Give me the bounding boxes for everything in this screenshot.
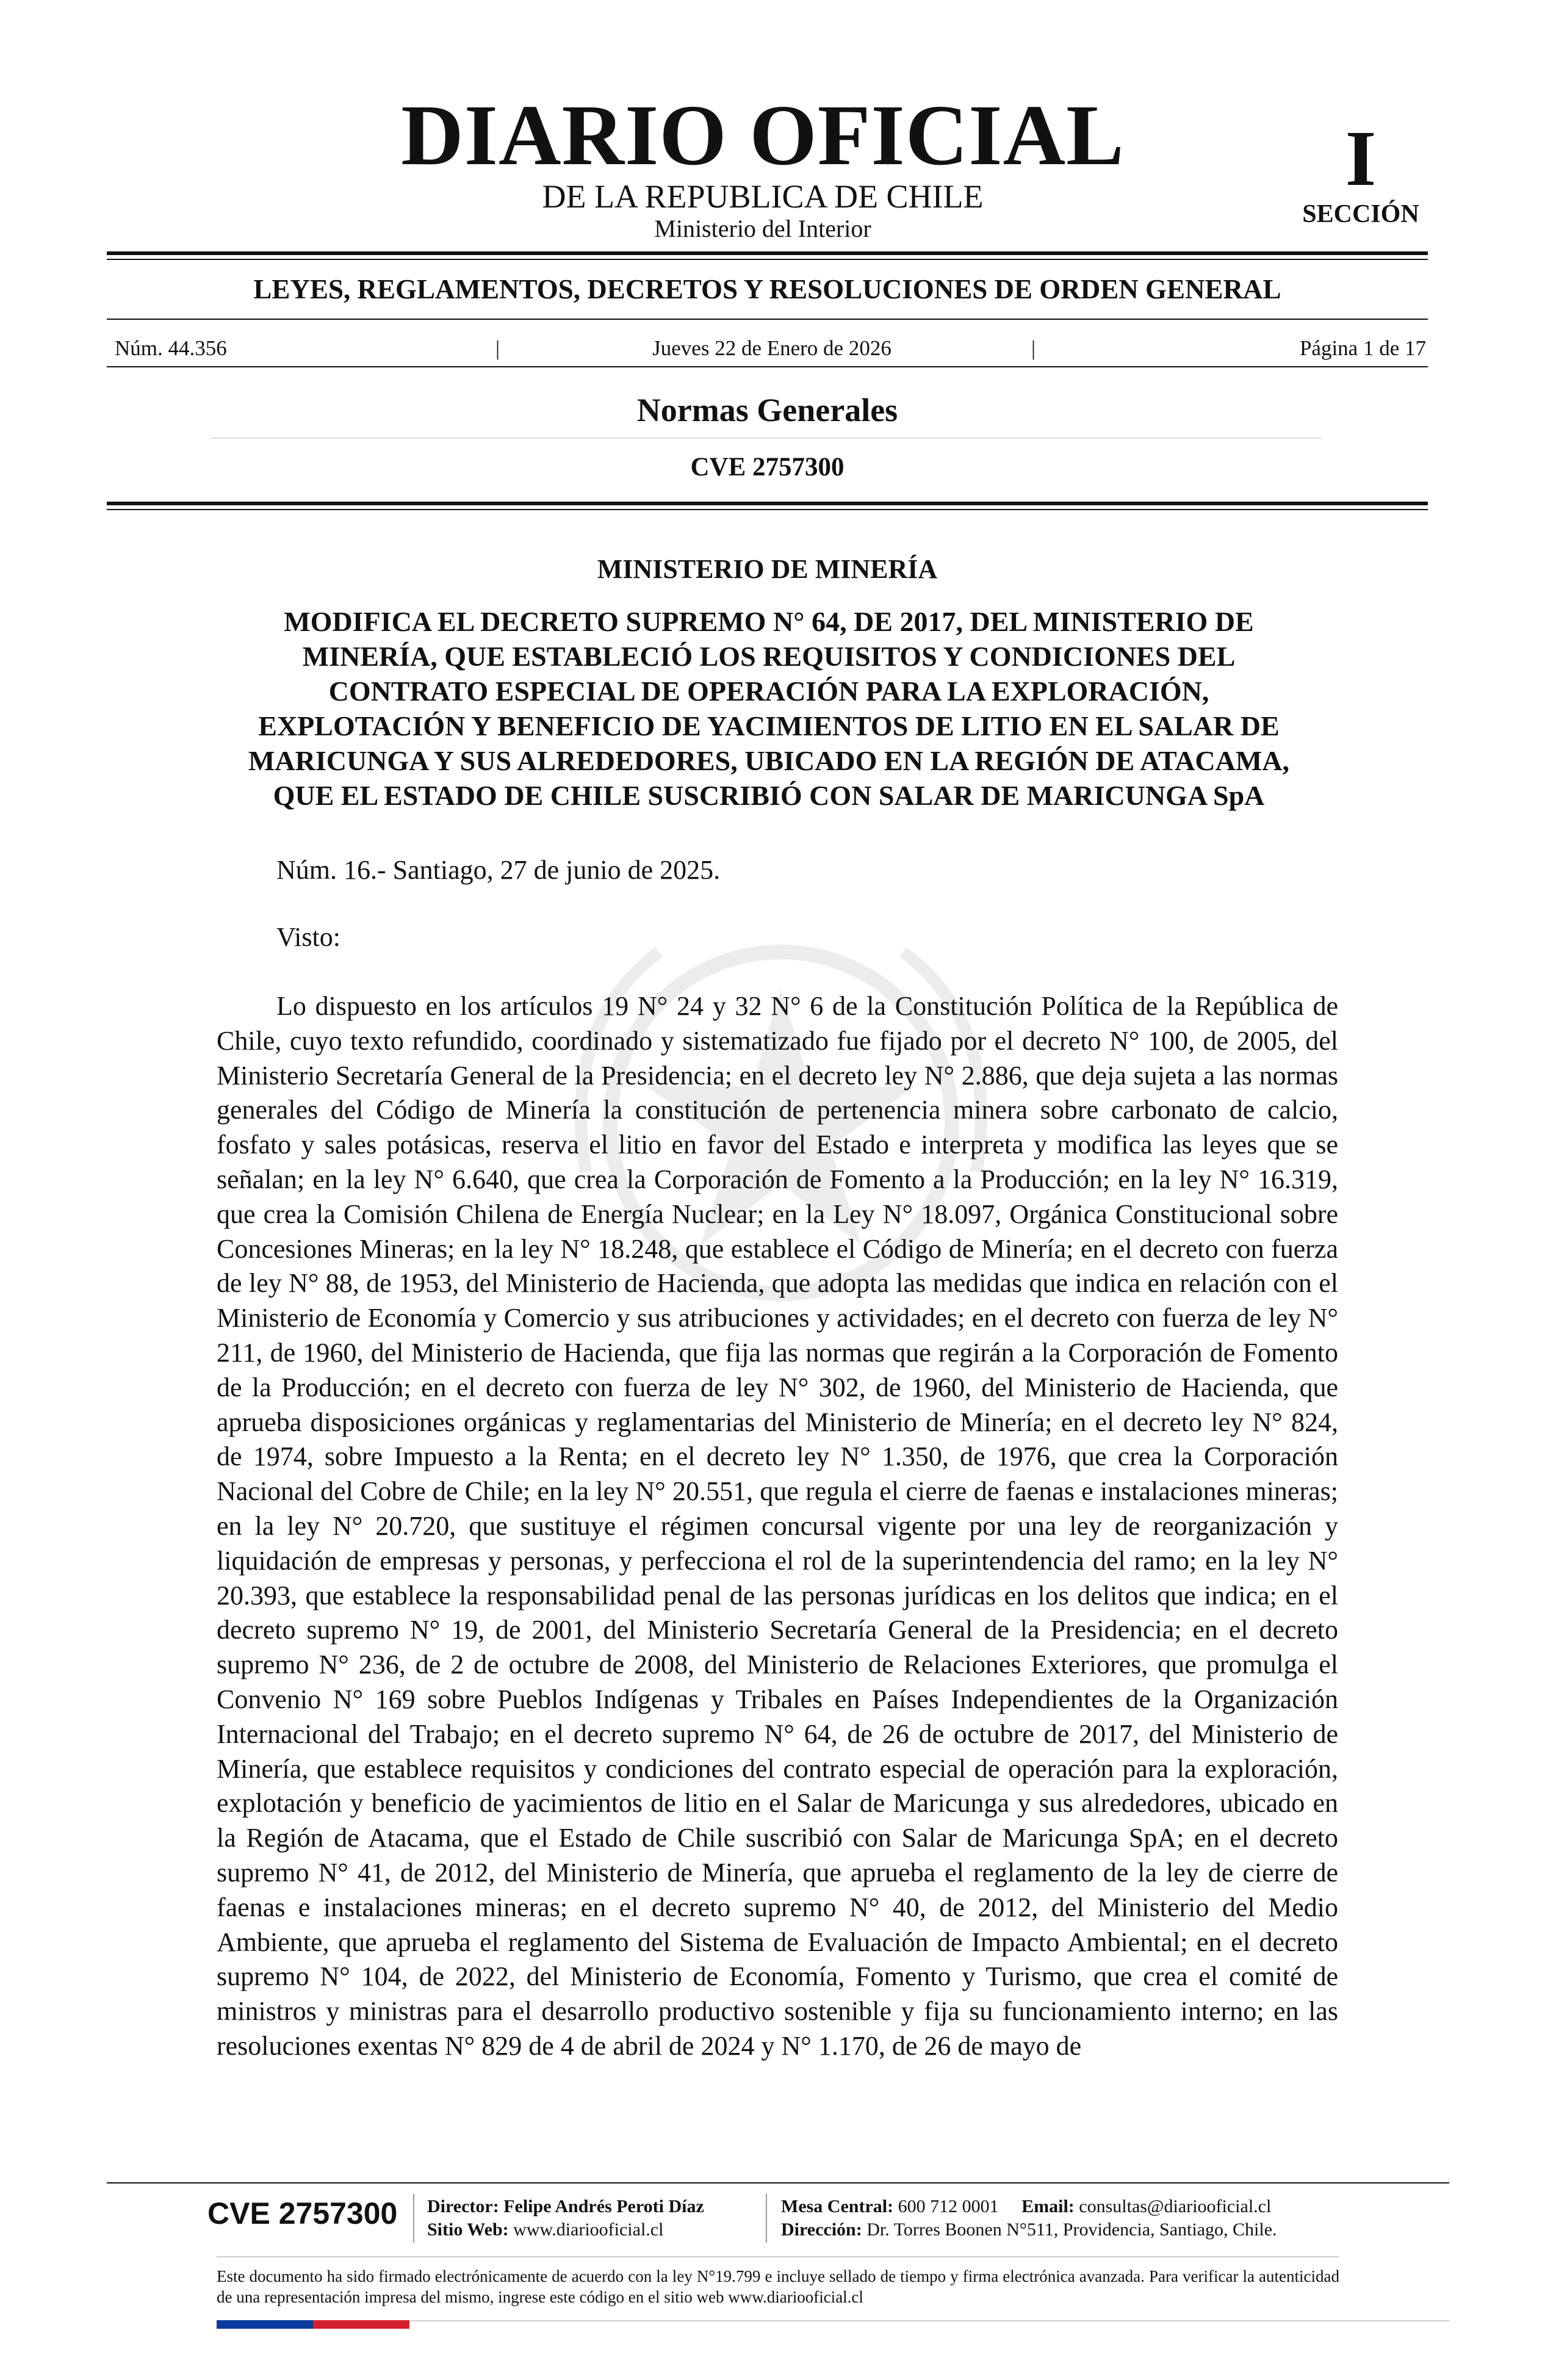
- footer-cve: CVE 2757300: [207, 2196, 398, 2230]
- decree-title-line: MARICUNGA Y SUS ALREDEDORES, UBICADO EN LA REGIÓN DE ATACAMA,: [248, 745, 1290, 776]
- phone-label: Mesa Central:: [781, 2196, 894, 2216]
- decree-title-line: CONTRATO ESPECIAL DE OPERACIÓN PARA LA EXPLORACIÓN,: [328, 676, 1209, 707]
- cve-rule-thin: [107, 509, 1428, 510]
- decree-title-line: EXPLOTACIÓN Y BENEFICIO DE YACIMIENTOS DE LITIO EN EL SALAR DE: [258, 710, 1280, 741]
- section-header: LEYES, REGLAMENTOS, DECRETOS Y RESOLUCIONES DE ORDEN GENERAL: [253, 274, 1281, 305]
- director-label: Director:: [427, 2196, 499, 2216]
- email-link[interactable]: consultas@diariooficial.cl: [1079, 2196, 1272, 2216]
- newspaper-subtitle: DE LA REPUBLICA DE CHILE: [542, 178, 984, 215]
- cve-rule-thick: [107, 502, 1428, 505]
- decree-title-line: QUE EL ESTADO DE CHILE SUSCRIBIÓ CON SALAR DE MARICUNGA SpA: [273, 780, 1265, 811]
- newspaper-ministry: Ministerio del Interior: [654, 215, 871, 242]
- issue-date: Jueves 22 de Enero de 2026: [652, 336, 891, 360]
- decree-number: Núm. 16.- Santiago, 27 de junio de 2025.: [276, 855, 721, 885]
- category-heading: Normas Generales: [636, 392, 898, 428]
- section-number: I: [1345, 115, 1377, 203]
- visto-heading: Visto:: [276, 922, 340, 952]
- email-label: Email:: [1021, 2196, 1075, 2216]
- footer-contact-block: [781, 2195, 1277, 2241]
- footer-separator: [413, 2194, 414, 2243]
- masthead-rule-thick: [107, 251, 1428, 255]
- issue-number: Núm. 44.356: [115, 336, 227, 360]
- page-indicator: Página 1 de 17: [1299, 336, 1426, 360]
- body-paragraph: Lo dispuesto en los artículos 19 N° 24 y 32 N° 6 de la Constitución Política de la República de Chile, cuyo texto refundido, coordinado y sistematizado fue fijado por el decreto N° 100, de 2005, del Ministerio Secretaría General de la Presidencia; en el decreto ley N° 2.886, que deja sujeta a las normas generales del Código de Minería la constitución de pertenencia minera sobre carbonato de calcio, fosfato y sales potásicas, reserva el litio en favor del Estado e interpreta y modifica las leyes que se señalan; en la ley N° 6.640, que crea la Corporación de Fomento a la Producción; en la ley N° 16.319, que crea la Comisión Chilena de Energía Nuclear; en la Ley N° 18.097, Orgánica Constitucional sobre Concesiones Mineras; en la ley N° 18.248, que establece el Código de Minería; en el decreto con fuerza de ley N° 88, de 1953, del Ministerio de Hacienda, que adopta las medidas que indica en relación con el Ministerio de Economía y Comercio y sus atribuciones y actividades; en el decreto con fuerza de ley N° 211, de 1960, del Ministerio de Hacienda, que fija las normas que regirán a la Corporación de Fomento de la Producción; en el decreto con fuerza de ley N° 302, de 1960, del Ministerio de Hacienda, que aprueba disposiciones orgánicas y reglamentarias del Ministerio de Minería; en el decreto ley N° 824, de 1974, sobre Impuesto a la Renta; en el decreto ley N° 1.350, de 1976, que crea la Corporación Nacional del Cobre de Chile; en la ley N° 20.551, que regula el cierre de faenas e instalaciones mineras; en la ley N° 20.720, que sustituye el régimen concursal vigente por una ley de reorganización y liquidación de empresas y personas, y perfecciona el rol de la superintendencia del ramo; en la ley N° 20.393, que establece la responsabilidad penal de las personas jurídicas en los delitos que indica; en el decreto supremo N° 19, de 2001, del Ministerio Secretaría General de la Presidencia; en el decreto supremo N° 236, de 2 de octubre de 2008, del Ministerio de Relaciones Exteriores, que promulga el Convenio N° 169 sobre Pueblos Indígenas y Tribales en Países Independientes de la Organización Internacional del Trabajo; en el decreto supremo N° 64, de 26 de octubre de 2017, del Ministerio de Minería, que establece requisitos y condiciones del contrato especial de operación para la exploración, explotación y beneficio de yacimientos de litio en el Salar de Maricunga y sus alrededores, ubicado en la Región de Atacama, que el Estado de Chile suscribió con Salar de Maricunga SpA; en el decreto supremo N° 41, de 2012, del Ministerio de Minería, que aprueba el reglamento de la ley de cierre de faenas e instalaciones mineras; en el decreto supremo N° 40, de 2012, del Ministerio del Medio Ambiente, que aprueba el reglamento del Sistema de Evaluación de Impacto Ambiental; en el decreto supremo N° 104, de 2022, del Ministerio de Economía, Fomento y Turismo, que crea el comité de ministros y ministras para el desarrollo productivo sostenible y fija su funcionamiento interno; en las resoluciones exentas N° 829 de 4 de abril de 2024 y N° 1.170, de 26 de mayo de: [217, 991, 1338, 2061]
- decree-title-line: MINERÍA, QUE ESTABLECIÓ LOS REQUISITOS Y CONDICIONES DEL: [302, 641, 1236, 672]
- phone-number: 600 712 0001: [898, 2196, 999, 2216]
- ministry-heading: MINISTERIO DE MINERÍA: [597, 554, 938, 584]
- footer-rule: [107, 2182, 1449, 2183]
- website-label: Sitio Web:: [427, 2220, 509, 2240]
- decree-title: [226, 604, 1312, 813]
- footer-separator: [766, 2194, 767, 2243]
- decree-title-line: MODIFICA EL DECRETO SUPREMO N° 64, DE 2017, DEL MINISTERIO DE: [284, 606, 1254, 637]
- legal-notice: Este documento ha sido firmado electrónicamente de acuerdo con la ley N°19.799 e incluye sellado de tiempo y firma electrónica avanzada. Para verificar la autenticidad de una representación impresa del mismo, ingrese este código en el sitio web www.diariooficial.cl: [217, 2267, 1339, 2306]
- issue-separator: |: [495, 336, 500, 360]
- flag-stripe-blue: [217, 2320, 313, 2329]
- footer-director-block: [427, 2195, 704, 2241]
- issue-separator: |: [1031, 336, 1036, 360]
- newspaper-title: DIARIO OFICIAL: [401, 87, 1125, 183]
- info-rule: [107, 366, 1428, 367]
- section-label: SECCIÓN: [1302, 200, 1419, 228]
- footer-divider: [217, 2256, 1339, 2257]
- address-label: Dirección:: [781, 2220, 862, 2240]
- header-rule: [107, 319, 1428, 320]
- flag-stripe-red: [313, 2320, 409, 2329]
- category-divider: [211, 438, 1321, 439]
- director-name: Felipe Andrés Peroti Díaz: [503, 2196, 704, 2216]
- website-link[interactable]: www.diariooficial.cl: [513, 2220, 664, 2240]
- masthead-rule-thin: [107, 259, 1428, 260]
- cve-code: CVE 2757300: [690, 453, 845, 481]
- address-text: Dr. Torres Boonen N°511, Providencia, Santiago, Chile.: [866, 2220, 1277, 2240]
